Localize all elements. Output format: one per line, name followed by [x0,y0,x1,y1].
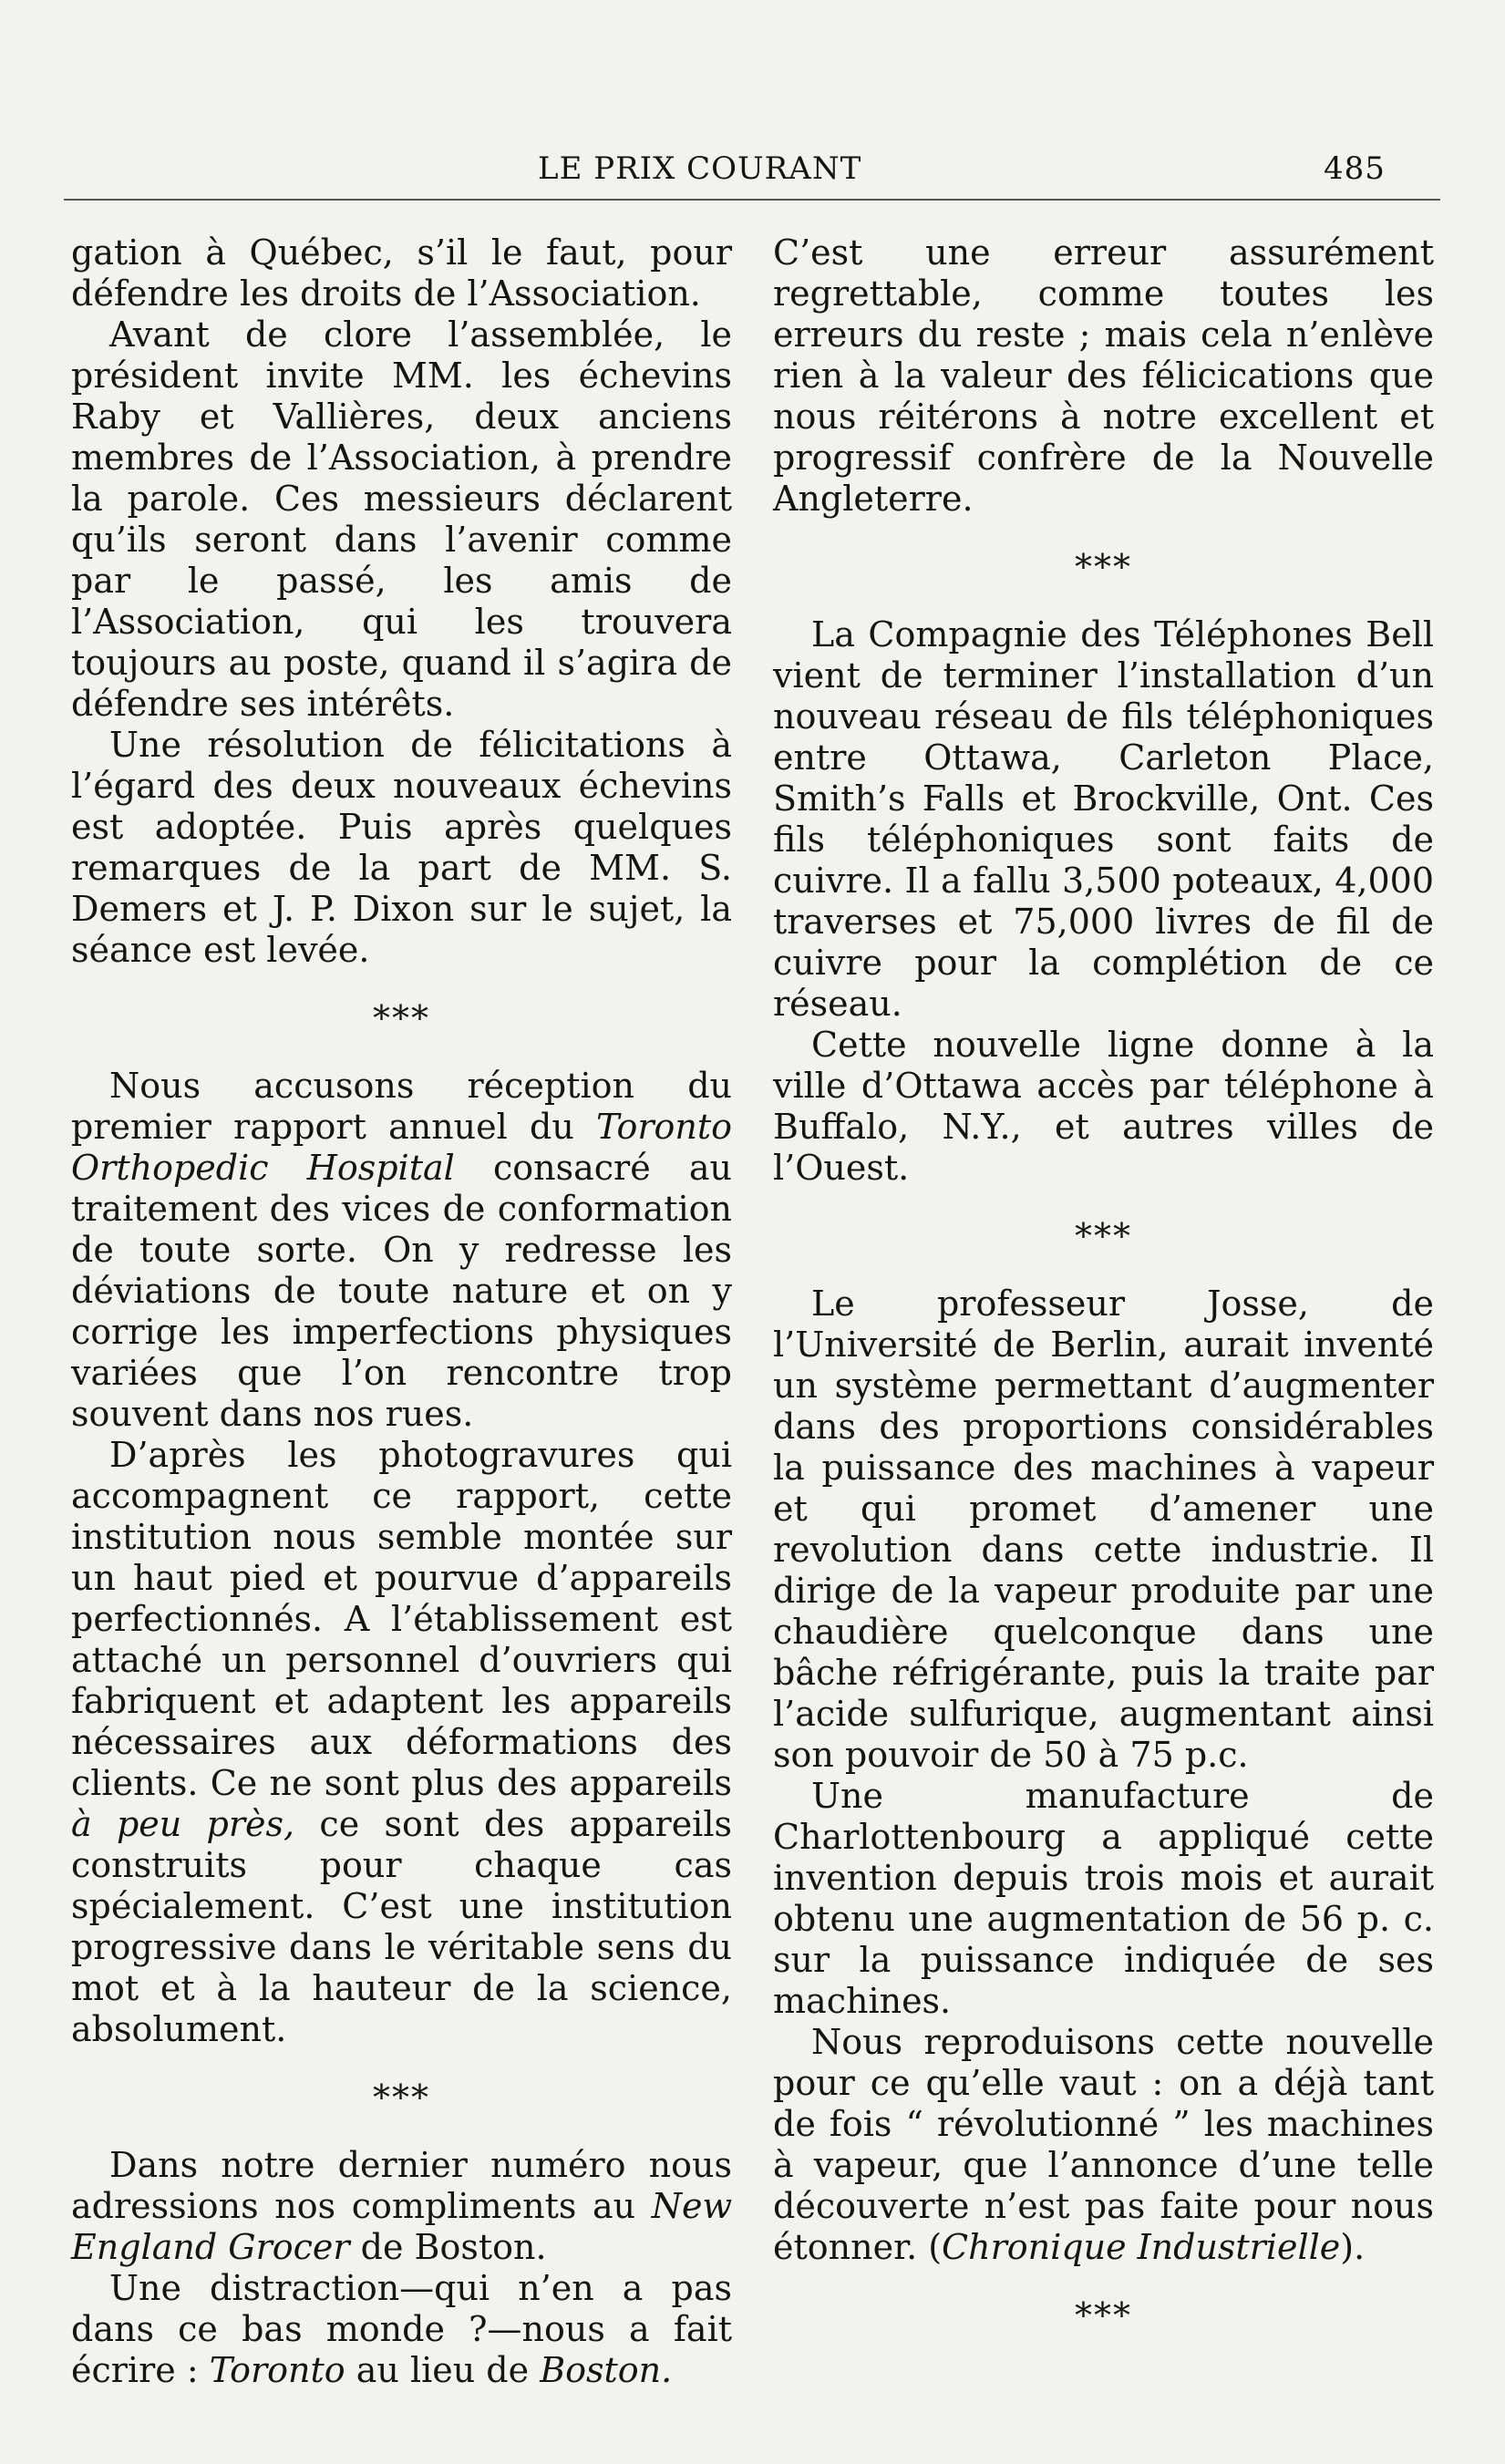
italic-place: Boston. [540,2350,673,2390]
text-run: Nous reproduisons cette nouvelle pour ce qu’elle vaut : on a déjà tant de fois “ révolutionné ” les machines à vapeur, que l’annonce d’une telle découverte n’est pas faite pour nous étonner. ( [773,2022,1434,2267]
paragraph-distraction [71,2268,732,2391]
text-run: de Boston. [349,2227,547,2267]
right-column [773,232,1434,2363]
paragraph-reproduction-note [773,2022,1434,2268]
paragraph-charlottenbourg: Une manufacture de Charlottenbourg a appliqué cette invention depuis trois mois et aurait obtenu une augmentation de 56 p. c. sur la puissance indiquée de ses machines. [773,1776,1434,2021]
header-rule [64,199,1440,201]
paragraph-continued: C’est une erreur assurément regrettable, comme toutes les erreurs du reste ; mais cela n’enlève rien à la valeur des félicications que nous réitérons à notre excellent et progressif confrère de la Nouvelle Angleterre. [773,232,1434,519]
italic-source: Chronique Industrielle [942,2227,1341,2267]
section-separator-asterism: *** [373,998,430,1038]
italic-place: Toronto [209,2350,345,2390]
paragraph-professor-josse: Le professeur Josse, de l’Université de Berlin, aurait inventé un système permettant d’augmenter dans des proportions considérables la puissance des machines à vapeur et qui promet d’amener une revolution dans cette industrie. Il dirige de la vapeur produite par une chaudière quelconque dans une bâche réfrigérante, puis la traite par l’acide sulfurique, augmentant ainsi son pouvoir de 50 à 75 p.c. [773,1284,1434,1775]
running-title: LE PRIX COURANT [538,150,862,187]
paragraph-assembly-closing: Avant de clore l’assemblée, le président invite MM. les échevins Raby et Vallières, deux anciens membres de l’Association, à prendre la parole. Ces messieurs déclarent qu’ils seront dans l’avenir comme par le passé, les amis de l’Association, qui les trouvera toujours au poste, quand il s’agira de défendre ses intérêts. [71,314,732,724]
text-run: Une distraction—qui n’en a pas dans ce bas monde ?—nous a fait écrire : [71,2268,732,2390]
italic-phrase: à peu près, [71,1804,295,1844]
text-run: Nous accusons réception du premier rapport annuel du [71,1066,732,1147]
text-run: Dans notre dernier numéro nous adressions nos compliments au [71,2145,732,2226]
paragraph-continued: gation à Québec, s’il le faut, pour défendre les droits de l’Association. [71,232,732,314]
text-run: au lieu de [345,2350,541,2390]
text-run: ). [1340,2227,1366,2267]
paragraph-orthopedic-report [71,1066,732,1435]
page-number: 485 [1324,150,1386,187]
section-separator-asterism: *** [373,2077,430,2118]
running-head [0,150,1505,187]
section-separator-asterism: *** [1075,2295,1132,2335]
paragraph-bell-telephone: La Compagnie des Téléphones Bell vient de terminer l’installation d’un nouveau réseau de fils téléphoniques entre Ottawa, Carleton Place, Smith’s Falls et Brockville, Ont. Ces fils téléphoniques sont faits de cuivre. Il a fallu 3,500 poteaux, 4,000 traverses et 75,000 livres de fil de cuivre pour la complétion de ce réseau. [773,614,1434,1024]
section-separator-asterism: *** [1075,547,1132,587]
paragraph-new-line: Cette nouvelle ligne donne à la ville d’Ottawa accès par téléphone à Buffalo, N.Y., et autres villes de l’Ouest. [773,1025,1434,1188]
paragraph-photogravures [71,1435,732,2050]
text-run: D’après les photogravures qui accompagnent ce rapport, cette institution nous semble montée sur un haut pied et pourvue d’appareils perfectionnés. A l’établissement est attaché un personnel d’ouvriers qui fabriquent et adaptent les appareils nécessaires aux déformations des clients. Ce ne sont plus des appareils [71,1435,732,1803]
left-column [71,232,732,2391]
paragraph-compliments [71,2145,732,2268]
text-run: consacré au traitement des vices de conformation de toute sorte. On y redresse les déviations de toute nature et on y corrige les imperfections physiques variées que l’on rencontre trop souvent dans nos rues. [71,1148,733,1434]
paragraph-resolution: Une résolution de félicitations à l’égard des deux nouveaux échevins est adoptée. Puis après quelques remarques de la part de MM. S. Demers et J. P. Dixon sur le sujet, la séance est levée. [71,725,732,970]
text-run: ce sont des appareils construits pour chaque cas spécialement. C’est une institution progressive dans le véritable sens du mot et à la hauteur de la science, absolument. [71,1804,732,2049]
italic-title: Toronto Orthopedic Hospital [71,1107,732,1188]
italic-title: New England Grocer [71,2186,732,2267]
section-separator-asterism: *** [1075,1216,1132,1256]
